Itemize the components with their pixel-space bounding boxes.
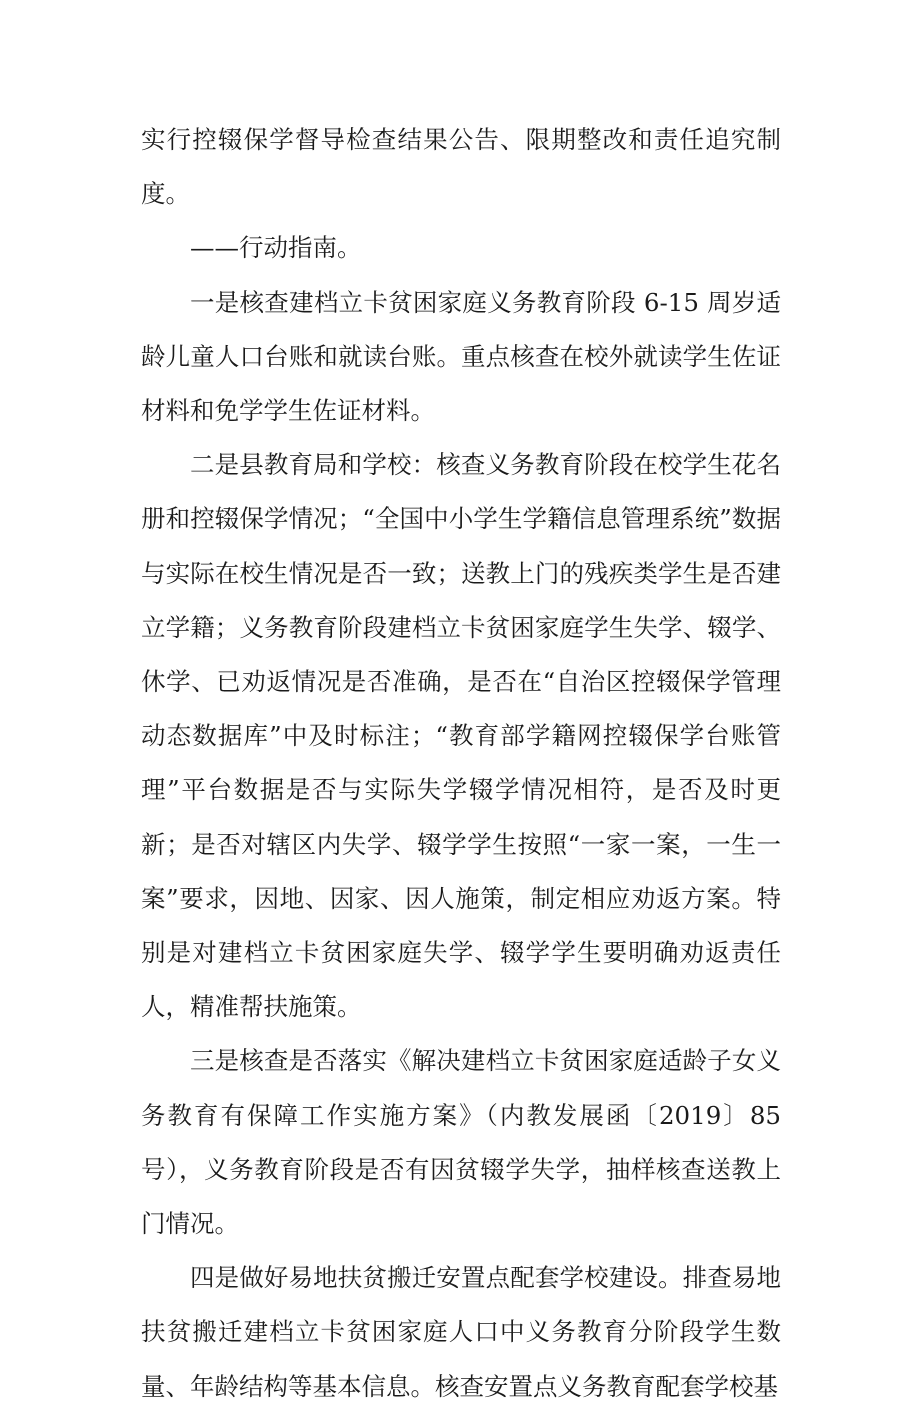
paragraph-item-three: 三是核查是否落实《解决建档立卡贫困家庭适龄子女义务教育有保障工作实施方案》（内教发展函〔2019〕85 号），义务教育阶段是否有因贫辍学失学，抽样核查送教上门情况。: [141, 1046, 781, 1239]
document-body: [141, 113, 781, 1414]
paragraph-closing-sentence: 实行控辍保学督导检查结果公告、限期整改和责任追究制度。: [141, 125, 781, 209]
paragraph-action-guide-heading: ——行动指南。: [190, 233, 362, 263]
paragraph-item-one: 一是核查建档立卡贫困家庭义务教育阶段 6-15 周岁适龄儿童人口台账和就读台账。重点核查在校外就读学生佐证材料和免学学生佐证材料。: [141, 287, 781, 426]
paragraph-item-four: 四是做好易地扶贫搬迁安置点配套学校建设。排查易地扶贫搬迁建档立卡贫困家庭人口中义务教育分阶段学生数量、年龄结构等基本信息。核查安置点义务教育配套学校基: [141, 1263, 781, 1401]
paragraph-item-two: 二是县教育局和学校：核查义务教育阶段在校学生花名册和控辍保学情况；“全国中小学生学籍信息管理系统”数据与实际在校生情况是否一致；送教上门的残疾类学生是否建立学籍；义务教育阶段建档立卡贫困家庭学生失学、辍学、休学、已劝返情况是否准确，是否在“自治区控辍保学管理动态数据库”中及时标注；“教育部学籍网控辍保学台账管理”平台数据是否与实际失学辍学情况相符，是否及时更新；是否对辖区内失学、辍学学生按照“一家一案，一生一案”要求，因地、因家、因人施策，制定相应劝返方案。特别是对建档立卡贫困家庭失学、辍学学生要明确劝返责任人，精准帮扶施策。: [141, 450, 781, 1022]
